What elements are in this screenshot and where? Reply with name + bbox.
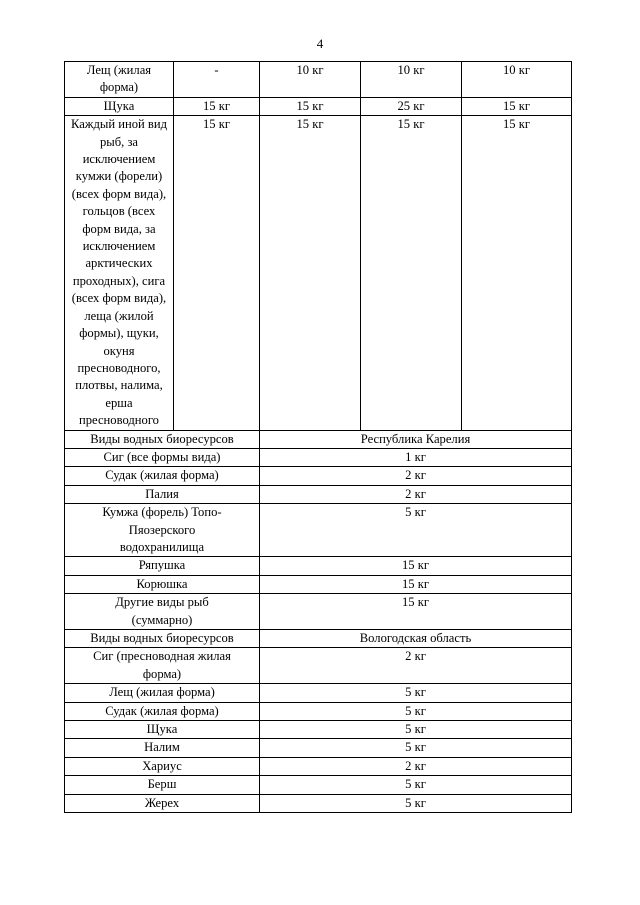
limit-cell: 15 кг [462, 116, 572, 430]
species-cell: Судак (жилая форма) [65, 702, 260, 720]
table-row [65, 62, 572, 98]
region-header: Вологодская область [260, 630, 572, 648]
limit-cell: 5 кг [260, 794, 572, 812]
limit-cell: 5 кг [260, 702, 572, 720]
table-row [65, 467, 572, 485]
table-row [65, 757, 572, 775]
species-cell: Ряпушка [65, 557, 260, 575]
limit-cell: 5 кг [260, 684, 572, 702]
limit-cell: 15 кг [361, 116, 462, 430]
limit-cell: 10 кг [361, 62, 462, 98]
table-row [65, 648, 572, 684]
table-row [65, 776, 572, 794]
limit-cell: 10 кг [462, 62, 572, 98]
limit-cell: - [174, 62, 260, 98]
table-row [65, 575, 572, 593]
limit-cell: 5 кг [260, 776, 572, 794]
limit-cell: 15 кг [260, 557, 572, 575]
species-cell: Лещ (жилая форма) [65, 62, 174, 98]
species-cell: Палия [65, 485, 260, 503]
species-header: Виды водных биоресурсов [65, 630, 260, 648]
table-row [65, 97, 572, 115]
region-header: Республика Карелия [260, 430, 572, 448]
limit-cell: 15 кг [260, 594, 572, 630]
species-cell: Сиг (пресноводная жилая форма) [65, 648, 260, 684]
species-cell: Щука [65, 97, 174, 115]
limit-cell: 5 кг [260, 504, 572, 557]
section-header-row [65, 430, 572, 448]
species-cell: Лещ (жилая форма) [65, 684, 260, 702]
species-cell: Кумжа (форель) Топо-Пяозерского водохранилища [65, 504, 260, 557]
species-cell: Жерех [65, 794, 260, 812]
table-row [65, 721, 572, 739]
limit-cell: 25 кг [361, 97, 462, 115]
table-row [65, 116, 572, 430]
limit-cell: 15 кг [260, 116, 361, 430]
table-row [65, 794, 572, 812]
table-row [65, 557, 572, 575]
limit-cell: 10 кг [260, 62, 361, 98]
species-header: Виды водных биоресурсов [65, 430, 260, 448]
table-row [65, 739, 572, 757]
species-cell: Другие виды рыб (суммарно) [65, 594, 260, 630]
table-row [65, 504, 572, 557]
table-row [65, 702, 572, 720]
limit-cell: 2 кг [260, 467, 572, 485]
limit-cell: 2 кг [260, 757, 572, 775]
species-cell: Берш [65, 776, 260, 794]
table-row [65, 594, 572, 630]
limit-cell: 15 кг [174, 116, 260, 430]
table-row [65, 448, 572, 466]
species-cell: Хариус [65, 757, 260, 775]
page-number: 4 [316, 36, 324, 51]
species-cell: Щука [65, 721, 260, 739]
species-cell: Налим [65, 739, 260, 757]
species-cell: Корюшка [65, 575, 260, 593]
table-row [65, 485, 572, 503]
limit-cell: 15 кг [462, 97, 572, 115]
species-cell: Судак (жилая форма) [65, 467, 260, 485]
limit-cell: 15 кг [260, 97, 361, 115]
limit-cell: 2 кг [260, 485, 572, 503]
limit-cell: 1 кг [260, 448, 572, 466]
table-row [65, 684, 572, 702]
limit-cell: 15 кг [174, 97, 260, 115]
limit-cell: 15 кг [260, 575, 572, 593]
limit-cell: 2 кг [260, 648, 572, 684]
species-cell: Каждый иной вид рыб, за исключением кумжи (форели) (всех форм вида), гольцов (всех форм вида, за исключением арктических проходных), сига (всех форм вида), леща (жилой формы), щуки, окуня пресноводного, плотвы, налима, ерша пресноводного [65, 116, 174, 430]
species-cell: Сиг (все формы вида) [65, 448, 260, 466]
section-header-row [65, 630, 572, 648]
limit-cell: 5 кг [260, 721, 572, 739]
limit-cell: 5 кг [260, 739, 572, 757]
catch-limits-table [64, 61, 572, 813]
